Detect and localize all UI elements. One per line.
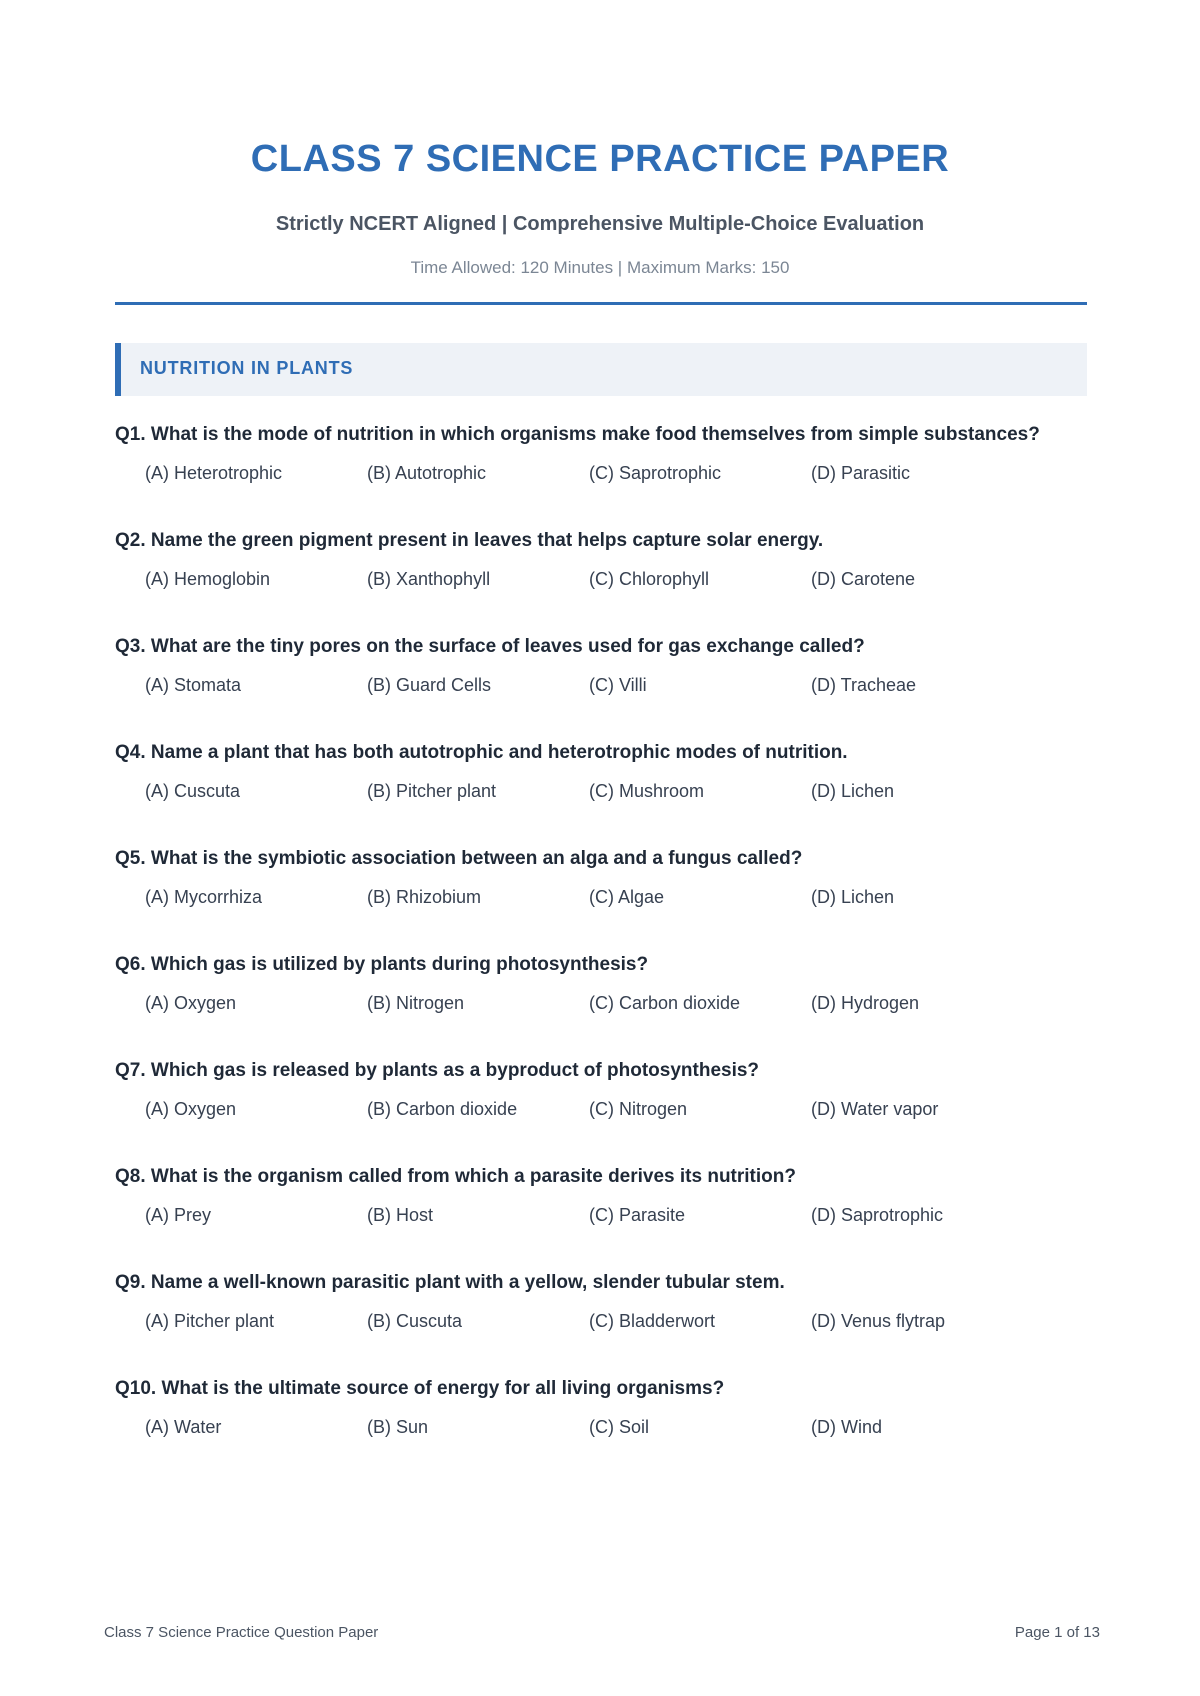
- option-d: (D) Venus flytrap: [811, 1311, 946, 1331]
- question-item: [115, 418, 1087, 487]
- options-row: [115, 1095, 1087, 1123]
- option-d: (D) Hydrogen: [811, 993, 920, 1013]
- option-d: (D) Parasitic: [811, 463, 911, 483]
- question-item: [115, 630, 1087, 699]
- option-b: (B) Nitrogen: [367, 993, 465, 1013]
- question-item: [115, 842, 1087, 911]
- options-row: [115, 459, 1087, 487]
- section-header: [115, 343, 1087, 396]
- footer-document-title: Class 7 Science Practice Question Paper: [104, 1624, 379, 1641]
- question-item: [115, 1054, 1087, 1123]
- option-c: (C) Algae: [589, 887, 665, 907]
- option-c: (C) Saprotrophic: [589, 463, 722, 483]
- option-b: (B) Guard Cells: [367, 675, 492, 695]
- option-a: (A) Cuscuta: [145, 781, 241, 801]
- option-c: (C) Chlorophyll: [589, 569, 710, 589]
- footer-page-number: Page 1 of 13: [1014, 1624, 1100, 1641]
- options-row: [115, 671, 1087, 699]
- option-c: (C) Villi: [589, 675, 647, 695]
- option-b: (B) Sun: [367, 1417, 429, 1437]
- exam-meta: Time Allowed: 120 Minutes | Maximum Marks: 150: [410, 258, 790, 277]
- options-row: [115, 989, 1087, 1017]
- question-text: Q9. Name a well-known parasitic plant with a yellow, slender tubular stem.: [115, 1272, 785, 1293]
- option-a: (A) Prey: [145, 1205, 212, 1225]
- option-d: (D) Lichen: [811, 887, 895, 907]
- question-text: Q7. Which gas is released by plants as a byproduct of photosynthesis?: [115, 1060, 760, 1081]
- question-item: [115, 1372, 1087, 1441]
- question-text: Q5. What is the symbiotic association between an alga and a fungus called?: [115, 848, 803, 869]
- question-text: Q4. Name a plant that has both autotrophic and heterotrophic modes of nutrition.: [115, 742, 848, 763]
- page-subtitle: Strictly NCERT Aligned | Comprehensive Multiple-Choice Evaluation: [275, 213, 925, 235]
- options-row: [115, 1307, 1087, 1335]
- option-d: (D) Lichen: [811, 781, 895, 801]
- section-title: NUTRITION IN PLANTS: [140, 358, 354, 378]
- option-b: (B) Cuscuta: [367, 1311, 463, 1331]
- options-row: [115, 565, 1087, 593]
- question-item: [115, 948, 1087, 1017]
- option-a: (A) Stomata: [145, 675, 242, 695]
- options-row: [115, 1413, 1087, 1441]
- option-b: (B) Autotrophic: [367, 463, 487, 483]
- question-text: Q6. Which gas is utilized by plants during photosynthesis?: [115, 954, 649, 975]
- question-item: [115, 1160, 1087, 1229]
- option-c: (C) Parasite: [589, 1205, 686, 1225]
- option-d: (D) Carotene: [811, 569, 916, 589]
- option-d: (D) Saprotrophic: [811, 1205, 944, 1225]
- option-a: (A) Hemoglobin: [145, 569, 271, 589]
- question-item: [115, 1266, 1087, 1335]
- option-a: (A) Mycorrhiza: [145, 887, 263, 907]
- option-a: (A) Water: [145, 1417, 222, 1437]
- question-text: Q10. What is the ultimate source of energy for all living organisms?: [115, 1378, 725, 1399]
- question-item: [115, 736, 1087, 805]
- option-a: (A) Heterotrophic: [145, 463, 283, 483]
- options-row: [115, 883, 1087, 911]
- page-title: CLASS 7 SCIENCE PRACTICE PAPER: [250, 138, 950, 180]
- option-a: (A) Oxygen: [145, 1099, 237, 1119]
- options-row: [115, 777, 1087, 805]
- option-d: (D) Water vapor: [811, 1099, 939, 1119]
- option-c: (C) Mushroom: [589, 781, 705, 801]
- question-text: Q1. What is the mode of nutrition in which organisms make food themselves from simple substances?: [115, 424, 1040, 445]
- option-d: (D) Tracheae: [811, 675, 917, 695]
- option-d: (D) Wind: [811, 1417, 882, 1437]
- option-c: (C) Nitrogen: [589, 1099, 688, 1119]
- option-b: (B) Carbon dioxide: [367, 1099, 518, 1119]
- option-c: (C) Carbon dioxide: [589, 993, 741, 1013]
- question-text: Q3. What are the tiny pores on the surface of leaves used for gas exchange called?: [115, 636, 865, 657]
- option-b: (B) Xanthophyll: [367, 569, 491, 589]
- question-text: Q2. Name the green pigment present in leaves that helps capture solar energy.: [115, 530, 824, 551]
- question-item: [115, 524, 1087, 593]
- option-a: (A) Oxygen: [145, 993, 237, 1013]
- option-c: (C) Bladderwort: [589, 1311, 716, 1331]
- option-b: (B) Rhizobium: [367, 887, 482, 907]
- option-b: (B) Host: [367, 1205, 434, 1225]
- header-divider: [115, 302, 1087, 305]
- question-list: [115, 418, 1087, 1478]
- option-c: (C) Soil: [589, 1417, 650, 1437]
- option-a: (A) Pitcher plant: [145, 1311, 275, 1331]
- question-text: Q8. What is the organism called from which a parasite derives its nutrition?: [115, 1166, 796, 1187]
- option-b: (B) Pitcher plant: [367, 781, 497, 801]
- options-row: [115, 1201, 1087, 1229]
